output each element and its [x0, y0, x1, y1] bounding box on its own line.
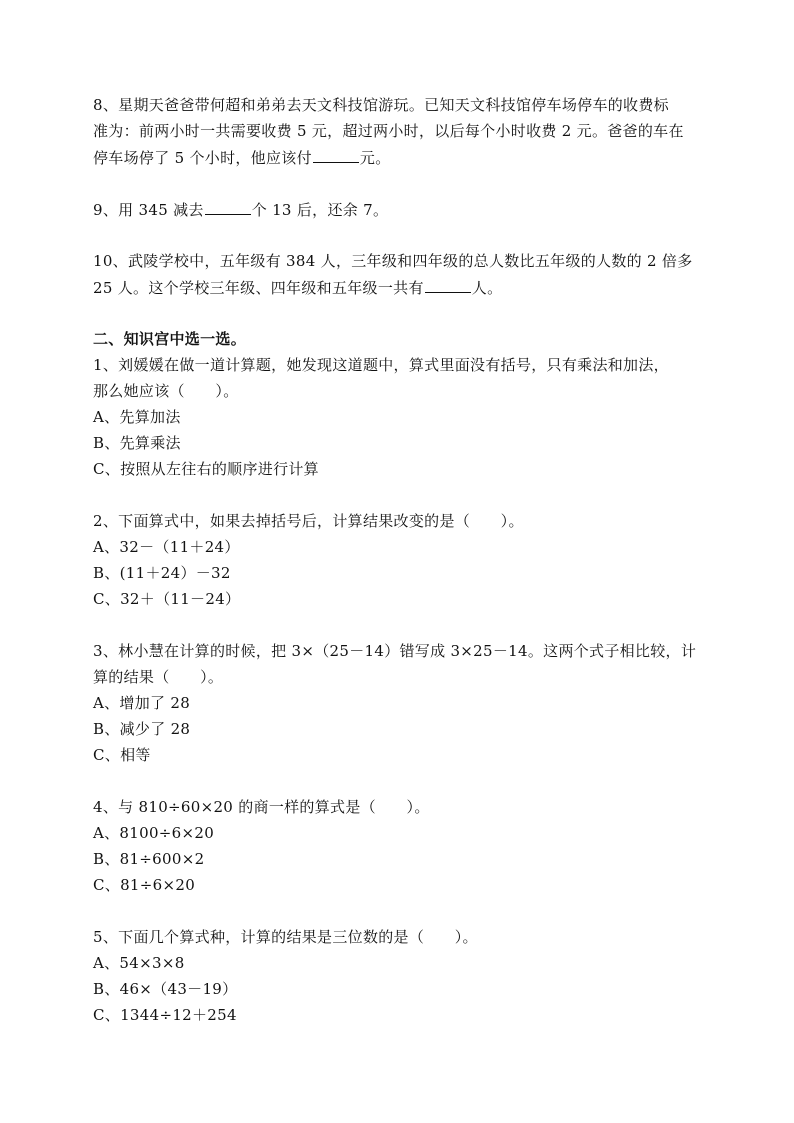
question-9 — [93, 196, 705, 222]
answer-blank-q9[interactable] — [205, 196, 251, 215]
choice-question-5-option-a[interactable]: A、54×3×8 — [93, 954, 185, 972]
choice-question-3-option-c[interactable]: C、相等 — [93, 746, 151, 764]
question-8 — [93, 92, 705, 170]
question-10-line-2 — [93, 274, 705, 300]
choice-question-5-stem-line-1: 5、下面几个算式种，计算的结果是三位数的是（ ）。 — [93, 928, 478, 946]
choice-question-2-option-c[interactable]: C、32＋（11－24） — [93, 590, 241, 608]
choice-question-5-option-c[interactable]: C、1344÷12＋254 — [93, 1006, 237, 1024]
choice-question-1-stem-line-2: 那么她应该（ ）。 — [93, 382, 239, 400]
choice-question-1 — [93, 352, 705, 482]
choice-question-2-option-b[interactable]: B、(11＋24）－32 — [93, 564, 231, 582]
choice-question-1-stem-line-1: 1、刘媛媛在做一道计算题，她发现这道题中，算式里面没有括号，只有乘法和加法， — [93, 356, 669, 374]
choice-question-4-stem-line-1: 4、与 810÷60×20 的商一样的算式是（ ）。 — [93, 798, 430, 816]
question-9-text-before-blank: 9、用 345 减去 — [93, 201, 204, 219]
choice-question-4-option-c[interactable]: C、81÷6×20 — [93, 876, 196, 894]
section-2 — [93, 326, 705, 352]
choice-question-2-stem-line-1: 2、下面算式中，如果去掉括号后，计算结果改变的是（ ）。 — [93, 512, 524, 530]
question-10-text-after-blank: 人。 — [471, 279, 503, 297]
choice-question-1-option-b[interactable]: B、先算乘法 — [93, 434, 181, 452]
choice-question-3 — [93, 638, 705, 768]
question-8-text-after-blank: 元。 — [359, 149, 391, 167]
choice-question-5-option-b[interactable]: B、46×（43－19） — [93, 980, 238, 998]
question-8-line-2: 准为：前两小时一共需要收费 5 元，超过两小时，以后每个小时收费 2 元。爸爸的车在 — [93, 122, 684, 140]
choice-question-3-stem-line-1: 3、林小慧在计算的时候，把 3×（25－14）错写成 3×25－14。这两个式子相比较，计 — [93, 642, 697, 660]
choice-question-4-option-a[interactable]: A、8100÷6×20 — [93, 824, 215, 842]
question-9-line — [93, 196, 705, 222]
answer-blank-q8[interactable] — [313, 144, 359, 163]
answer-blank-q10[interactable] — [425, 274, 471, 293]
question-8-text-before-blank: 停车场停了 5 个小时，他应该付 — [93, 149, 312, 167]
choice-question-2-option-a[interactable]: A、32－（11＋24） — [93, 538, 240, 556]
question-8-line-1: 8、星期天爸爸带何超和弟弟去天文科技馆游玩。已知天文科技馆停车场停车的收费标 — [93, 96, 669, 114]
choice-question-4 — [93, 794, 705, 898]
choice-question-3-stem-line-2: 算的结果（ ）。 — [93, 668, 224, 686]
choice-question-3-option-b[interactable]: B、减少了 28 — [93, 720, 191, 738]
question-10-line-1: 10、武陵学校中，五年级有 384 人，三年级和四年级的总人数比五年级的人数的 2 倍多 — [93, 252, 693, 270]
choice-question-1-option-c[interactable]: C、按照从左往右的顺序进行计算 — [93, 460, 319, 478]
choice-question-3-option-a[interactable]: A、增加了 28 — [93, 694, 191, 712]
question-10 — [93, 248, 705, 300]
choice-question-4-option-b[interactable]: B、81÷600×2 — [93, 850, 205, 868]
choice-question-2 — [93, 508, 705, 612]
question-10-text-before-blank: 25 人。这个学校三年级、四年级和五年级一共有 — [93, 279, 424, 297]
choice-question-1-option-a[interactable]: A、先算加法 — [93, 408, 181, 426]
question-8-line-3 — [93, 144, 705, 170]
choice-question-5 — [93, 924, 705, 1028]
section-2-title: 二、知识宫中选一选。 — [93, 330, 247, 348]
question-9-text-after-blank: 个 13 后，还余 7。 — [251, 201, 389, 219]
